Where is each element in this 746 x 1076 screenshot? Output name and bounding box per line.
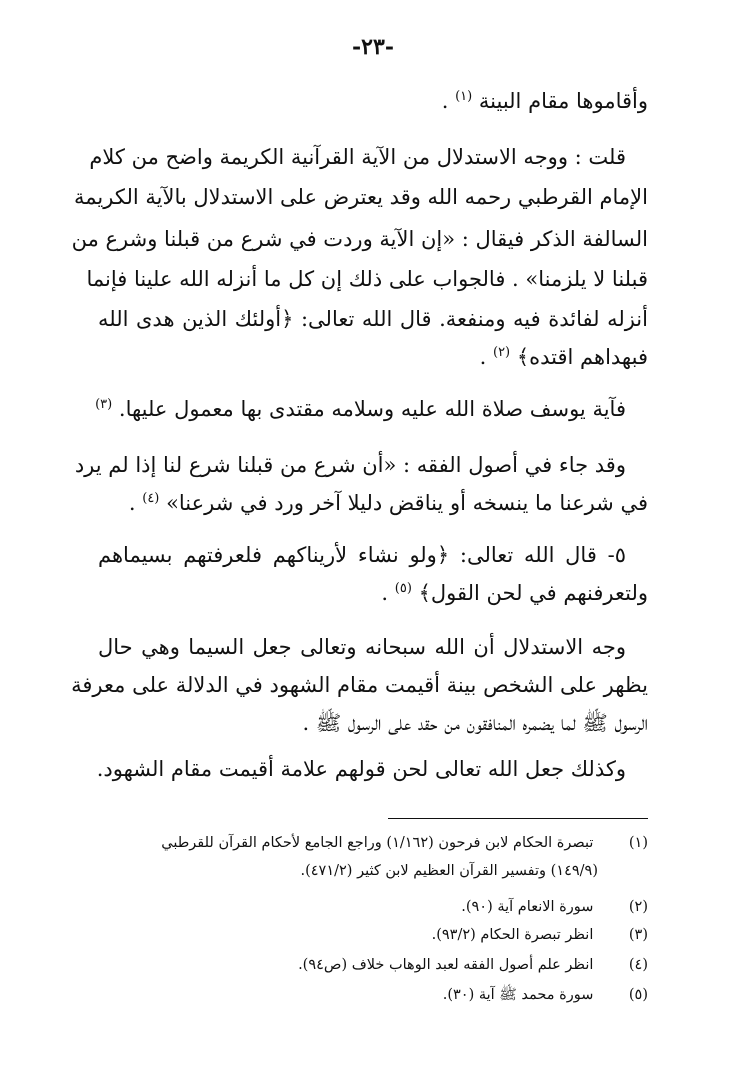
line-text: فآية يوسف صلاة الله عليه وسلامه مقتدى بها معمول عليها. <box>118 397 626 421</box>
footnote <box>98 984 648 1008</box>
body-line: الرسول ﷺ لما يضمره المنافقون من حقد على الرسول ﷺ . <box>302 711 648 735</box>
body-line <box>95 392 626 426</box>
footnote-marker: (٤) <box>142 491 160 506</box>
body-line: يظهر على الشخص بينة أقيمت مقام الشهود في الدلالة على معرفة <box>71 673 648 697</box>
footnote-marker: (١) <box>455 89 473 104</box>
body-line: أنزله لفائدة فيه ومنفعة. قال الله تعالى: ﴿أولئك الذين هدى الله <box>98 307 648 331</box>
body-line: وقد جاء في أصول الفقه : «أن شرع من قبلنا شرع لنا إذا لم يرد <box>74 453 626 477</box>
footnote <box>98 860 598 884</box>
line-tail: . <box>441 89 449 113</box>
body-line <box>98 84 648 118</box>
footnote-text: سورة الانعام آية (٩٠). <box>461 899 594 915</box>
body-line: ٥- قال الله تعالى: ﴿ولو نشاء لأريناكهم فلعرفتهم بسيماهم <box>98 543 626 567</box>
footnote-text: سورة محمد ﷺ آية (٣٠). <box>442 987 594 1003</box>
body-line: الإمام القرطبي رحمه الله وقد يعترض على الاستدلال بالآية الكريمة <box>74 185 648 209</box>
footnote-number: (٥) <box>628 987 648 1003</box>
footnote-number: (١) <box>628 835 648 851</box>
body-line: قلت : ووجه الاستدلال من الآية القرآنية الكريمة واضح من كلام <box>89 145 626 169</box>
footnote-text: انظر علم أصول الفقه لعبد الوهاب خلاف (ص٩٤). <box>298 957 594 973</box>
body-line <box>98 340 648 374</box>
line-tail: . <box>128 491 136 515</box>
footnote-text: تبصرة الحكام لابن فرحون (١/١٦٢) وراجع الجامع لأحكام القرآن للقرطبي <box>161 835 594 851</box>
page-number: -٢٣- <box>352 34 394 60</box>
line-text: وأقاموها مقام البينة <box>478 89 648 113</box>
footnote <box>98 954 648 978</box>
body-line <box>98 576 648 610</box>
body-line: السالفة الذكر فيقال : «إن الآية وردت في شرع من قبلنا وشرع من <box>71 227 648 251</box>
line-tail: . <box>381 581 389 605</box>
line-text: ولتعرفنهم في لحن القول﴾ <box>418 581 648 605</box>
footnote <box>98 896 648 920</box>
body-line: قبلنا لا يلزمنا» . فالجواب على ذلك إن كل ما أنزله الله علينا فإنما <box>86 267 648 291</box>
footnote-marker: (٥) <box>394 581 412 596</box>
line-tail: . <box>479 345 487 369</box>
line-text: فبهداهم اقتده﴾ <box>516 345 648 369</box>
footnote-text: (١٤٩/٩) وتفسير القرآن العظيم لابن كثير (٤٧١/٢). <box>300 863 598 879</box>
line-text: في شرعنا ما ينسخه أو يناقض دليلا آخر ورد في شرعنا» <box>166 491 648 515</box>
footnote-number: (٢) <box>628 899 648 915</box>
footnote-number: (٤) <box>628 957 648 973</box>
body-line: وكذلك جعل الله تعالى لحن قولهم علامة أقيمت مقام الشهود. <box>96 757 626 781</box>
footnote <box>98 924 648 948</box>
footnote-separator <box>388 818 648 819</box>
footnote-marker: (٣) <box>95 397 113 412</box>
footnote-number: (٣) <box>628 927 648 943</box>
footnote-text: انظر تبصرة الحكام (٩٣/٢). <box>431 927 594 943</box>
body-line <box>98 486 648 520</box>
footnote <box>98 832 648 856</box>
footnote-marker: (٢) <box>492 345 511 360</box>
body-line: وجه الاستدلال أن الله سبحانه وتعالى جعل السيما وهي حال <box>98 635 626 659</box>
